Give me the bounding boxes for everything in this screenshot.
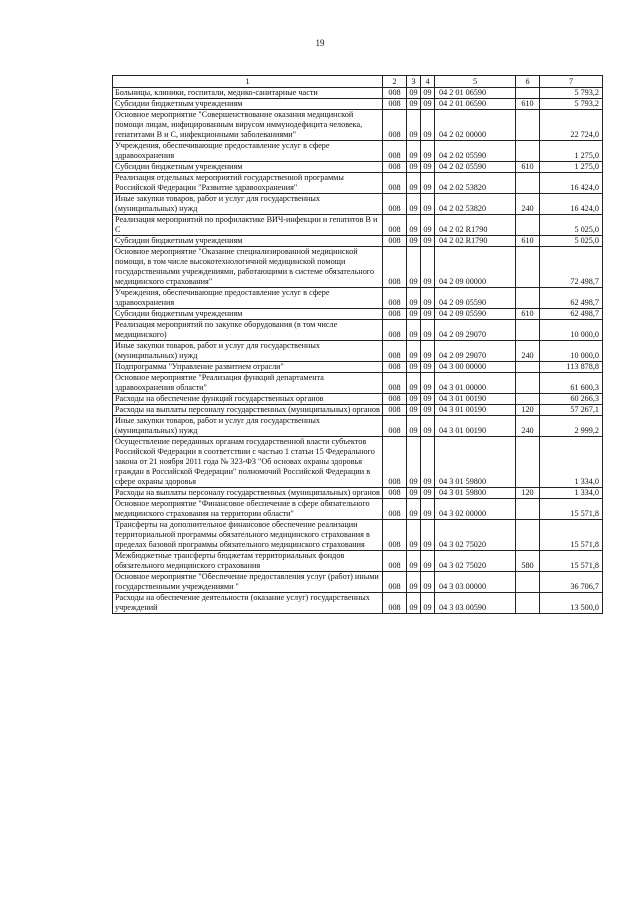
- ministry-code: 008: [383, 141, 407, 162]
- amount: 10 000,0: [540, 320, 603, 341]
- ministry-code: 008: [383, 362, 407, 373]
- table-row: [113, 215, 603, 236]
- row-name: Иные закупки товаров, работ и услуг для государственных (муниципальных) нужд: [113, 194, 383, 215]
- section-code: 09: [407, 288, 421, 309]
- expense-type-code: 120: [516, 405, 540, 416]
- ministry-code: 008: [383, 499, 407, 520]
- amount: 1 334,0: [540, 488, 603, 499]
- section-code: 09: [407, 551, 421, 572]
- subsection-code: 09: [421, 437, 435, 488]
- ministry-code: 008: [383, 215, 407, 236]
- amount: 5 793,2: [540, 88, 603, 99]
- table-row: [113, 373, 603, 394]
- target-article-code: 04 2 09 00000: [435, 247, 516, 288]
- amount: 15 571,8: [540, 499, 603, 520]
- section-code: 09: [407, 162, 421, 173]
- target-article-code: 04 2 09 29070: [435, 320, 516, 341]
- section-code: 09: [407, 215, 421, 236]
- target-article-code: 04 2 02 53820: [435, 173, 516, 194]
- row-name: Реализация мероприятий по закупке оборудования (в том числе медицинского): [113, 320, 383, 341]
- row-name: Расходы на обеспечение деятельности (оказание услуг) государственных учреждений: [113, 593, 383, 614]
- row-name: Учреждения, обеспечивающие предоставление услуг в сфере здравоохранения: [113, 288, 383, 309]
- ministry-code: 008: [383, 162, 407, 173]
- expense-type-code: 240: [516, 341, 540, 362]
- subsection-code: 09: [421, 416, 435, 437]
- table-row: [113, 99, 603, 110]
- row-name: Субсидии бюджетным учреждениям: [113, 162, 383, 173]
- section-code: 09: [407, 405, 421, 416]
- header-cell: 2: [383, 76, 407, 88]
- ministry-code: 008: [383, 99, 407, 110]
- expense-type-code: [516, 362, 540, 373]
- table-row: [113, 405, 603, 416]
- row-name: Реализация отдельных мероприятий государственной программы Российской Федерации "Развитие здравоохранения": [113, 173, 383, 194]
- section-code: 09: [407, 88, 421, 99]
- subsection-code: 09: [421, 551, 435, 572]
- table-row: [113, 394, 603, 405]
- subsection-code: 09: [421, 394, 435, 405]
- subsection-code: 09: [421, 162, 435, 173]
- section-code: 09: [407, 394, 421, 405]
- table-row: [113, 309, 603, 320]
- target-article-code: 04 3 00 00000: [435, 362, 516, 373]
- section-code: 09: [407, 488, 421, 499]
- section-code: 09: [407, 499, 421, 520]
- expense-type-code: [516, 520, 540, 551]
- expense-type-code: [516, 110, 540, 141]
- subsection-code: 09: [421, 110, 435, 141]
- ministry-code: 008: [383, 341, 407, 362]
- header-cell: 6: [516, 76, 540, 88]
- row-name: Учреждения, обеспечивающие предоставление услуг в сфере здравоохранения: [113, 141, 383, 162]
- target-article-code: 04 2 09 05590: [435, 309, 516, 320]
- ministry-code: 008: [383, 593, 407, 614]
- amount: 60 266,3: [540, 394, 603, 405]
- row-name: Расходы на обеспечение функций государственных органов: [113, 394, 383, 405]
- header-cell: 7: [540, 76, 603, 88]
- table-row: [113, 141, 603, 162]
- ministry-code: 008: [383, 488, 407, 499]
- subsection-code: 09: [421, 288, 435, 309]
- expense-type-code: [516, 394, 540, 405]
- section-code: 09: [407, 99, 421, 110]
- subsection-code: 09: [421, 362, 435, 373]
- target-article-code: 04 2 02 00000: [435, 110, 516, 141]
- subsection-code: 09: [421, 341, 435, 362]
- section-code: 09: [407, 437, 421, 488]
- amount: 1 275,0: [540, 141, 603, 162]
- expense-type-code: [516, 247, 540, 288]
- subsection-code: 09: [421, 99, 435, 110]
- ministry-code: 008: [383, 173, 407, 194]
- row-name: Основное мероприятие "Реализация функций департамента здравоохранения области": [113, 373, 383, 394]
- table-row: [113, 173, 603, 194]
- expense-type-code: 610: [516, 162, 540, 173]
- expense-type-code: [516, 499, 540, 520]
- section-code: 09: [407, 194, 421, 215]
- row-name: Субсидии бюджетным учреждениям: [113, 99, 383, 110]
- target-article-code: 04 3 01 00190: [435, 394, 516, 405]
- table-row: [113, 551, 603, 572]
- section-code: 09: [407, 593, 421, 614]
- row-name: Больницы, клиники, госпитали, медико-санитарные части: [113, 88, 383, 99]
- expense-type-code: 120: [516, 488, 540, 499]
- expense-type-code: [516, 572, 540, 593]
- subsection-code: 09: [421, 141, 435, 162]
- target-article-code: 04 2 09 05590: [435, 288, 516, 309]
- table-row: [113, 288, 603, 309]
- table-row: [113, 247, 603, 288]
- table-row: [113, 593, 603, 614]
- subsection-code: 09: [421, 593, 435, 614]
- amount: 13 500,0: [540, 593, 603, 614]
- expense-type-code: [516, 88, 540, 99]
- section-code: 09: [407, 362, 421, 373]
- ministry-code: 008: [383, 373, 407, 394]
- subsection-code: 09: [421, 499, 435, 520]
- subsection-code: 09: [421, 572, 435, 593]
- amount: 61 600,3: [540, 373, 603, 394]
- expense-type-code: [516, 593, 540, 614]
- row-name: Иные закупки товаров, работ и услуг для государственных (муниципальных) нужд: [113, 341, 383, 362]
- ministry-code: 008: [383, 110, 407, 141]
- table-row: [113, 194, 603, 215]
- section-code: 09: [407, 309, 421, 320]
- amount: 15 571,8: [540, 520, 603, 551]
- expense-type-code: [516, 373, 540, 394]
- target-article-code: 04 3 03 00000: [435, 572, 516, 593]
- expense-type-code: [516, 173, 540, 194]
- target-article-code: 04 3 03 00590: [435, 593, 516, 614]
- header-cell: 3: [407, 76, 421, 88]
- ministry-code: 008: [383, 572, 407, 593]
- target-article-code: 04 2 09 29070: [435, 341, 516, 362]
- amount: 113 878,8: [540, 362, 603, 373]
- table-header-row: [113, 76, 603, 88]
- ministry-code: 008: [383, 437, 407, 488]
- amount: 72 498,7: [540, 247, 603, 288]
- subsection-code: 09: [421, 247, 435, 288]
- expense-type-code: 580: [516, 551, 540, 572]
- amount: 62 498,7: [540, 288, 603, 309]
- amount: 2 999,2: [540, 416, 603, 437]
- section-code: 09: [407, 520, 421, 551]
- row-name: Реализация мероприятий по профилактике ВИЧ-инфекции и гепатитов В и С: [113, 215, 383, 236]
- expense-type-code: [516, 141, 540, 162]
- budget-table: [112, 75, 603, 614]
- section-code: 09: [407, 320, 421, 341]
- table-row: [113, 362, 603, 373]
- expense-type-code: 240: [516, 416, 540, 437]
- subsection-code: 09: [421, 173, 435, 194]
- row-name: Расходы на выплаты персоналу государственных (муниципальных) органов: [113, 405, 383, 416]
- ministry-code: 008: [383, 520, 407, 551]
- expense-type-code: 240: [516, 194, 540, 215]
- section-code: 09: [407, 416, 421, 437]
- header-cell: 1: [113, 76, 383, 88]
- amount: 36 706,7: [540, 572, 603, 593]
- target-article-code: 04 2 02 05590: [435, 141, 516, 162]
- target-article-code: 04 3 01 00190: [435, 416, 516, 437]
- table-row: [113, 236, 603, 247]
- section-code: 09: [407, 141, 421, 162]
- row-name: Иные закупки товаров, работ и услуг для государственных (муниципальных) нужд: [113, 416, 383, 437]
- target-article-code: 04 3 01 59800: [435, 488, 516, 499]
- target-article-code: 04 2 02 53820: [435, 194, 516, 215]
- amount: 10 000,0: [540, 341, 603, 362]
- row-name: Трансферты на дополнительное финансовое обеспечение реализации территориальной программы обязательного медицинского страхования в пределах базовой программы обязательного медицинского страхования: [113, 520, 383, 551]
- table-row: [113, 520, 603, 551]
- row-name: Межбюджетные трансферты бюджетам территориальных фондов обязательного медицинского страхования: [113, 551, 383, 572]
- header-cell: 5: [435, 76, 516, 88]
- target-article-code: 04 2 01 06590: [435, 88, 516, 99]
- subsection-code: 09: [421, 320, 435, 341]
- table-row: [113, 341, 603, 362]
- ministry-code: 008: [383, 551, 407, 572]
- table-row: [113, 437, 603, 488]
- expense-type-code: 610: [516, 309, 540, 320]
- ministry-code: 008: [383, 88, 407, 99]
- subsection-code: 09: [421, 236, 435, 247]
- target-article-code: 04 3 02 75020: [435, 551, 516, 572]
- amount: 62 498,7: [540, 309, 603, 320]
- amount: 1 334,0: [540, 437, 603, 488]
- section-code: 09: [407, 110, 421, 141]
- row-name: Основное мероприятие "Оказание специализированной медицинской помощи, в том числе высокотехнологичной медицинской помощи государственными учреждениями, работающими в системе обязательного медицинского страхования": [113, 247, 383, 288]
- section-code: 09: [407, 173, 421, 194]
- table-row: [113, 488, 603, 499]
- expense-type-code: [516, 288, 540, 309]
- subsection-code: 09: [421, 520, 435, 551]
- target-article-code: 04 2 02 R1790: [435, 236, 516, 247]
- row-name: Осуществление переданных органам государственной власти субъектов Российской Федерации в соответствии с частью 1 статьи 15 Федерального закона от 21 ноября 2011 года № 323-ФЗ "Об основах охраны здоровья граждан в Российской Федерации" полномочий Российской Федерации в сфере охраны здоровья: [113, 437, 383, 488]
- target-article-code: 04 3 01 00000: [435, 373, 516, 394]
- table-row: [113, 320, 603, 341]
- table-row: [113, 162, 603, 173]
- amount: 57 267,1: [540, 405, 603, 416]
- expense-type-code: [516, 215, 540, 236]
- row-name: Подпрограмма "Управление развитием отрасли": [113, 362, 383, 373]
- subsection-code: 09: [421, 405, 435, 416]
- subsection-code: 09: [421, 88, 435, 99]
- expense-type-code: [516, 320, 540, 341]
- ministry-code: 008: [383, 247, 407, 288]
- row-name: Основное мероприятие "Финансовое обеспечение в сфере обязательного медицинского страхования на территории области": [113, 499, 383, 520]
- expense-type-code: [516, 437, 540, 488]
- subsection-code: 09: [421, 488, 435, 499]
- target-article-code: 04 3 02 75020: [435, 520, 516, 551]
- table-row: [113, 572, 603, 593]
- table-row: [113, 499, 603, 520]
- amount: 16 424,0: [540, 173, 603, 194]
- target-article-code: 04 2 02 R1790: [435, 215, 516, 236]
- amount: 5 025,0: [540, 236, 603, 247]
- row-name: Расходы на выплаты персоналу государственных (муниципальных) органов: [113, 488, 383, 499]
- target-article-code: 04 3 01 00190: [435, 405, 516, 416]
- section-code: 09: [407, 236, 421, 247]
- header-cell: 4: [421, 76, 435, 88]
- row-name: Субсидии бюджетным учреждениям: [113, 236, 383, 247]
- amount: 22 724,0: [540, 110, 603, 141]
- target-article-code: 04 3 01 59800: [435, 437, 516, 488]
- expense-type-code: 610: [516, 236, 540, 247]
- ministry-code: 008: [383, 416, 407, 437]
- section-code: 09: [407, 572, 421, 593]
- expense-type-code: 610: [516, 99, 540, 110]
- subsection-code: 09: [421, 194, 435, 215]
- ministry-code: 008: [383, 405, 407, 416]
- amount: 5 793,2: [540, 99, 603, 110]
- amount: 1 275,0: [540, 162, 603, 173]
- target-article-code: 04 3 02 00000: [435, 499, 516, 520]
- row-name: Субсидии бюджетным учреждениям: [113, 309, 383, 320]
- amount: 5 025,0: [540, 215, 603, 236]
- section-code: 09: [407, 373, 421, 394]
- subsection-code: 09: [421, 309, 435, 320]
- ministry-code: 008: [383, 309, 407, 320]
- table-row: [113, 110, 603, 141]
- ministry-code: 008: [383, 288, 407, 309]
- amount: 16 424,0: [540, 194, 603, 215]
- row-name: Основное мероприятие "Обеспечение предоставления услуг (работ) иными государственными учреждениями ": [113, 572, 383, 593]
- ministry-code: 008: [383, 194, 407, 215]
- ministry-code: 008: [383, 320, 407, 341]
- subsection-code: 09: [421, 373, 435, 394]
- page-number: 19: [315, 38, 325, 48]
- target-article-code: 04 2 02 05590: [435, 162, 516, 173]
- section-code: 09: [407, 247, 421, 288]
- ministry-code: 008: [383, 236, 407, 247]
- ministry-code: 008: [383, 394, 407, 405]
- subsection-code: 09: [421, 215, 435, 236]
- section-code: 09: [407, 341, 421, 362]
- target-article-code: 04 2 01 06590: [435, 99, 516, 110]
- amount: 15 571,8: [540, 551, 603, 572]
- row-name: Основное мероприятие "Совершенствование оказания медицинской помощи лицам, инфицированным вирусом иммунодефицита человека, гепатитами В и С, инфекционными заболеваниями": [113, 110, 383, 141]
- table-row: [113, 416, 603, 437]
- table-row: [113, 88, 603, 99]
